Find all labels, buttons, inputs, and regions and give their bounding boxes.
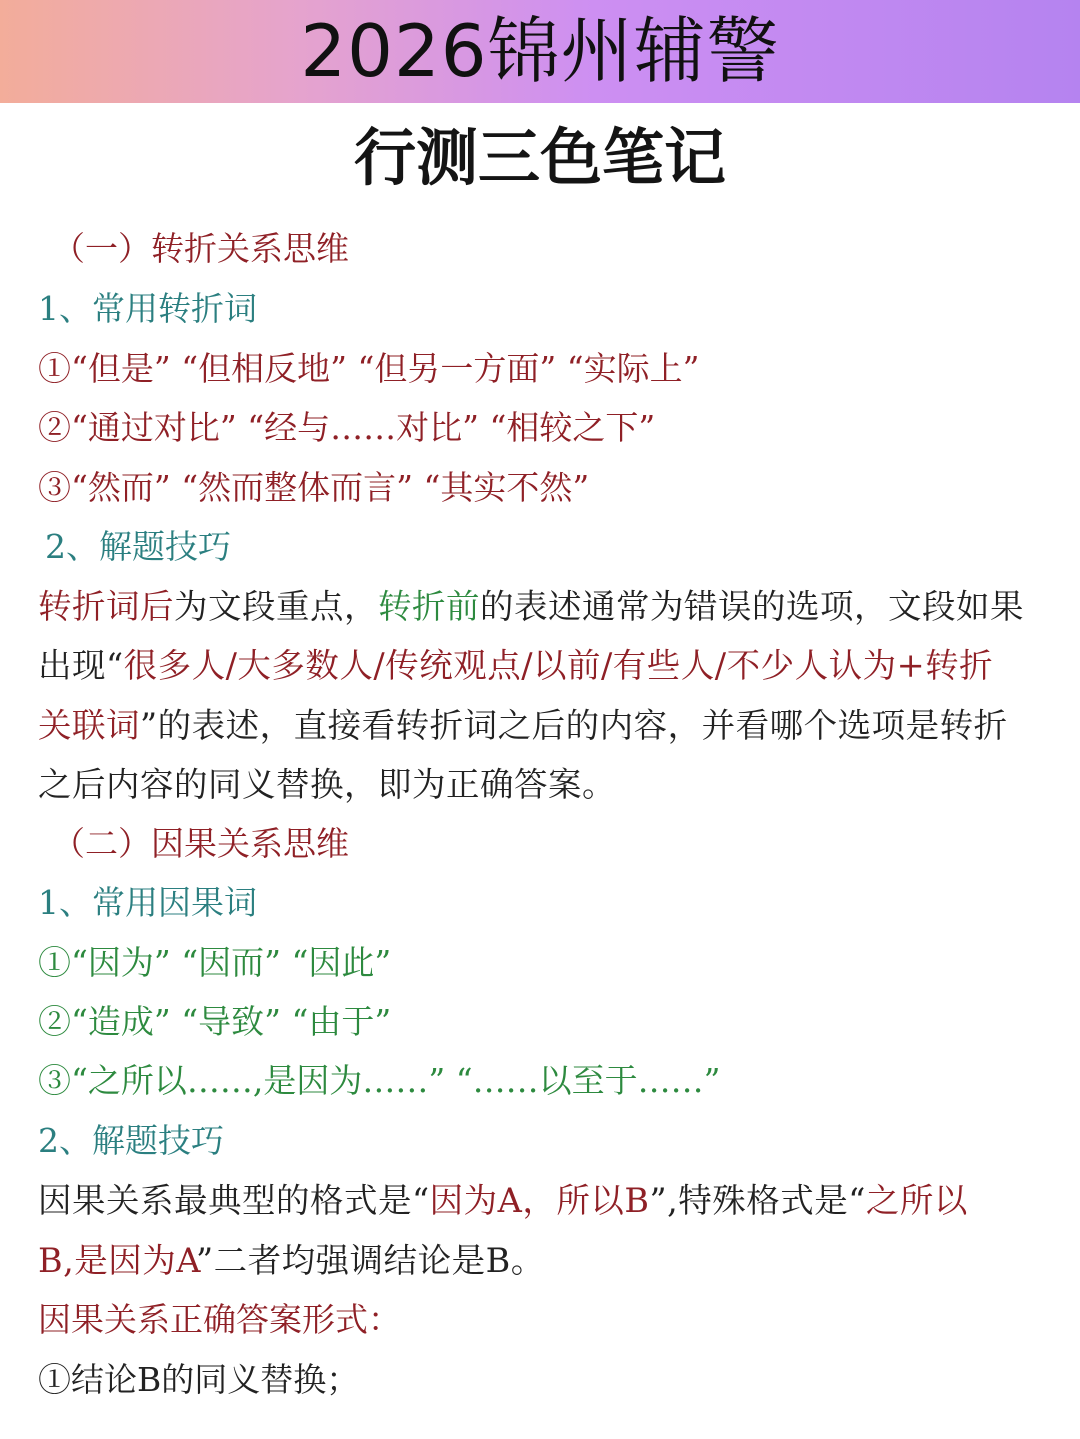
special-format-start: 之所以 [865,1181,968,1220]
subheading-causal-tips: 2、解题技巧 [38,1121,224,1160]
subheading-common-causal-words: 1、常用因果词 [38,883,257,922]
turning-words-item-3: ③“然而” “然而整体而言” “其实不然” [38,468,590,507]
causal-words-item-1: ①“因为” “因而” “因此” [38,943,392,982]
causal-tips-paragraph-line-2 [38,1231,1048,1291]
causal-words-item-3: ③“之所以……,是因为……” “……以至于……” [38,1061,721,1100]
turning-words-item-2: ②“通过对比” “经与……对比” “相较之下” [38,408,656,447]
causal-tips-paragraph-line-1 [38,1171,1048,1231]
page-subtitle: 行测三色笔记 [353,121,726,194]
text-segment: 出现“ [38,646,124,685]
section-heading-turning: （一）转折关系思维 [52,229,349,268]
turning-words-item-1: ①“但是” “但相反地” “但另一方面” “实际上” [38,349,700,388]
turning-tips-paragraph-line-1 [38,577,1048,637]
text-segment: 的表述通常为错误的选项，文段如果 [480,587,1024,626]
causal-words-item-2: ②“造成” “导致” “由于” [38,1002,392,1041]
subheading-turning-tips: 2、解题技巧 [45,527,231,566]
page-title: 2026锦州辅警 [300,9,780,93]
causal-answer-heading: 因果关系正确答案形式： [38,1300,401,1339]
turning-tips-paragraph-line-4: 之后内容的同义替换，即为正确答案。 [38,765,616,804]
common-views-phrase: 很多人/大多数人/传统观点/以前/有些人/不少人认为+转折 [123,646,994,685]
text-segment: 关联词 [38,706,140,745]
text-segment: ”二者均强调结论是B。 [196,1241,545,1280]
text-segment: 因果关系最典型的格式是“ [38,1181,430,1220]
causal-answer-item-1: ①结论B的同义替换； [38,1360,360,1399]
text-after-turning-word: 转折词后 [38,587,174,626]
turning-tips-paragraph-line-3 [38,696,1048,756]
text-before-turning: 转折前 [378,587,480,626]
text-segment: ”,特殊格式是“ [649,1181,866,1220]
subheading-common-turning-words: 1、常用转折词 [38,289,257,328]
text-segment: ”的表述，直接看转折词之后的内容，并看哪个选项是转折 [140,706,1008,745]
section-heading-causal: （二）因果关系思维 [52,824,349,863]
turning-tips-paragraph-line-2 [38,636,1048,696]
typical-format: 因为A，所以B [429,1181,650,1220]
text-segment: 为文段重点， [174,587,378,626]
special-format-end: B,是因为A [38,1241,197,1280]
